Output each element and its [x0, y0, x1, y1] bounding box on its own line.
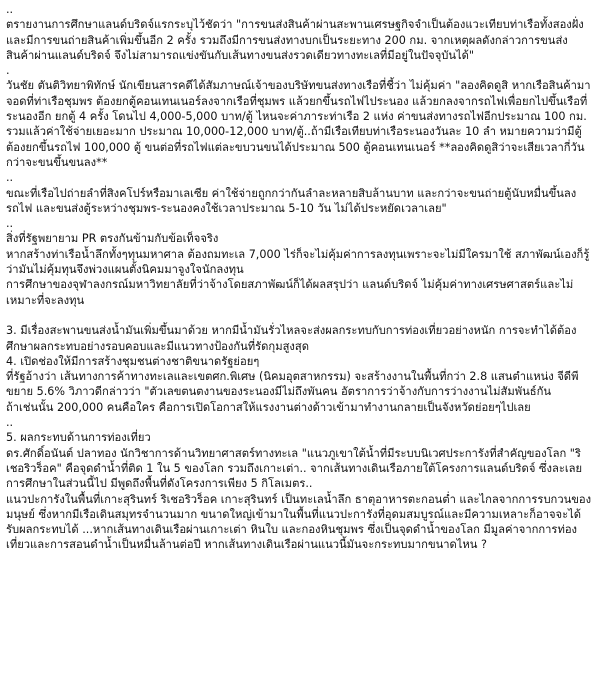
section-heading-pr: สิ่งที่รัฐพยายาม PR ตรงกันข้ามกับข้อเท็จจริง — [6, 232, 219, 246]
separator-dots: .. — [6, 217, 14, 231]
separator-dots: .. — [6, 171, 14, 185]
point-3-oil-bridge: 3. มีเรื่องสะพานขนส่งน้ำมันเพิ่มขึ้นมาด้วย หากมีน้ำมันรั่วไหลจะส่งผลกระทบกับการท่องเที่ยวอย่างหนัก การจะทำได้ต้องศึกษาผลกระทบอย่างรอบคอบและมีแนวทางป้องกันที่รัดกุมสูงสุด — [6, 324, 577, 353]
blank-line — [6, 308, 594, 323]
paragraph-transshipment: ขณะที่เรือไปถ่ายลำที่สิงคโปร์หรือมาเลเซีย ค่าใช้จ่ายถูกกว่ากันลำละหลายสิบล้านบาท และกว่าจะขนถ่ายตู้นับหมื่นขึ้นลงรถไฟ และขนส่งตู้ระหว่างชุมพร-ระนองคงใช้เวลาประมาณ 5-10 วัน ไม่ได้ประหยัดเวลาเลย" — [6, 186, 577, 215]
paragraph-interview: วันชัย ตันติวิทยาพิทักษ์ นักเขียนสารคดีได้สัมภาษณ์เจ้าของบริษัทขนส่งทางเรือที่ชี้ว่า ไม่คุ้มค่า "ลองคิดดูสิ หากเรือสินค้ามาจอดที่ท่าเรือชุมพร ต้องยกตู้คอนเทนเนอร์ลงจากเรือที่ชุมพร แล้วยกขึ้นรถไฟไประนอง แล้วยกลงจากรถไฟเพื่อยกไปขึ้นเรือที่ระนองอีก ยกตู้ 4 ครั้ง โดนไป 4,000-5,000 บาท/ตู้ ไหนจะค่าภาระท่าเรือ 2 แห่ง ค่าขนส่งทางรถไฟอีกประมาณ 100 กม. รวมแล้วค่าใช้จ่ายเยอะมาก ประมาณ 10,000-12,000 บาท/ตู้..ถ้ามีเรือเทียบท่าเรือระนองวันละ 10 ลำ หมายความว่ามีตู้ต้องยกขึ้นรถไฟ 100,000 ตู้ ขนต่อที่รถไฟแต่ละขบวนขนได้ประมาณ 500 ตู้คอนเทนเนอร์ **ลองคิดดูสิว่าจะเสียเวลากี่วันกว่าจะขนขึ้นขนลง** — [6, 79, 591, 169]
paragraph-deep-sea-port: หากสร้างท่าเรือน้ำลึกทั้งๆทุนมหาศาล ต้องถมทะเล 7,000 ไร่ก็จะไม่คุ้มค่าการลงทุนเพราะจะไม่มีใครมาใช้ สภาพัฒน์เองก็รู้ว่ามันไม่คุ้มทุนจึงพ่วงแผนตั้งนิคมมาจูงใจนักลงทุน — [6, 247, 590, 277]
point-4-heading: 4. เปิดช่องให้มีการสร้างชุมชนต่างชาติขนาดรัฐย่อยๆ — [6, 354, 260, 368]
point-5-heading: 5. ผลกระทบด้านการท่องเที่ยว — [6, 431, 151, 445]
paragraph-report-quote: ตรายงานการศึกษาแลนด์บริดจ์แรกระบุไว้ชัดว่า "การขนส่งสินค้าผ่านสะพานเศรษฐกิจจำเป็นต้องแวะเทียบท่าเรือทั้งสองฝั่ง และมีการขนถ่ายสินค้าเพิ่มขึ้นอีก 2 ครั้ง รวมถึงมีการขนส่งทางบกเป็นระยะทาง 200 กม. จากเหตุผลดังกล่าวการขนส่งสินค้าผ่านแลนด์บริดจ์ จึงไม่สามารถแข่งขันกับเส้นทางขนส่งรวดเดียวทางทะเลที่มีอยู่ในปัจจุบันได้" — [6, 18, 584, 62]
paragraph-coral-reefs: แนวปะการังในพื้นที่เกาะสุรินทร์ ริเชอริวร็อค เกาะสุรินทร์ เป็นทะเลน้ำลึก ธาตุอาหารตะกอนต่ำ และไกลจากการรบกวนของมนุษย์ ซึ่งหากมีเรือเดินสมุทรจำนวนมาก ขนาดใหญ่เข้ามาในพื้นที่แนวปะการังที่อุดมสมบูรณ์และมีความเหลาะก็อาจจะได้รับผลกระทบได้ ...หากเส้นทางเดินเรือผ่านเกาะเต่า หินใบ และกองหินชุมพร ซึ่งเป็นจุดดำน้ำของโลก มีมูลค่าจากการท่องเที่ยวและการสอนดำน้ำเป็นหมื่นล้านต่อปี หากเส้นทางเดินเรือผ่านแนวนี้มันจะกระทบมากขนาดไหน ? — [6, 492, 592, 552]
paragraph-200000-people: ถ้าเช่นนั้น 200,000 คนคือใคร คือการเปิดโอกาสให้แรงงานต่างด้าวเข้ามาทำงานกลายเป็นจังหวัดย่อยๆไปเลย — [6, 400, 531, 414]
paragraph-chula-study: การศึกษาของจุฬาลงกรณ์มหาวิทยาลัยที่ว่าจ้างโดยสภาพัฒน์ก็ได้ผลสรุปว่า แลนด์บริดจ์ ไม่คุ้มค่าทางเศรษศาสตร์และไม่เหมาะที่จะลงทุน — [6, 278, 574, 307]
paragraph-jobs-claim: ที่รัฐอ้างว่า เส้นทางการค้าทางทะเลและเขตศก.พิเศษ (นิคมอุตสาหกรรม) จะสร้างงานในพื้นที่กว่า 2.8 แสนตำแหน่ง จีดีพีขยาย 5.6% วิภาวดีกล่าวว่า "ตัวเลขตนตงานของระนองมีไม่ถึงพันคน อัตราการว่าจ้างกับการว่างงานไม่สัมพันธ์กัน — [6, 370, 579, 399]
paragraph-marine-expert: ดร.ศักดิ์อนันต์ ปลาทอง นักวิชาการด้านวิทยาศาสตร์ทางทะเล "แนวภูเขาใต้น้ำที่มีระบบนิเวศประการังที่สำคัญของโลก "ริเชอริวร็อค" คือจุดดำน้ำที่ติด 1 ใน 5 ของโลก รวมถึงเกาะเต่า.. จากเส้นทางเดินเรือภายใต้โครงการแลนด์บริดจ์ ซึ่งละเลยการศึกษาในส่วนนี้ไป มีพูดถึงพื้นที่ดังโครงการเพียง 5 กิโลเมตร.. — [6, 446, 583, 491]
separator-dots: .. — [6, 416, 14, 430]
separator-dot: . — [6, 64, 10, 78]
separator-dots: .. — [6, 3, 14, 16]
